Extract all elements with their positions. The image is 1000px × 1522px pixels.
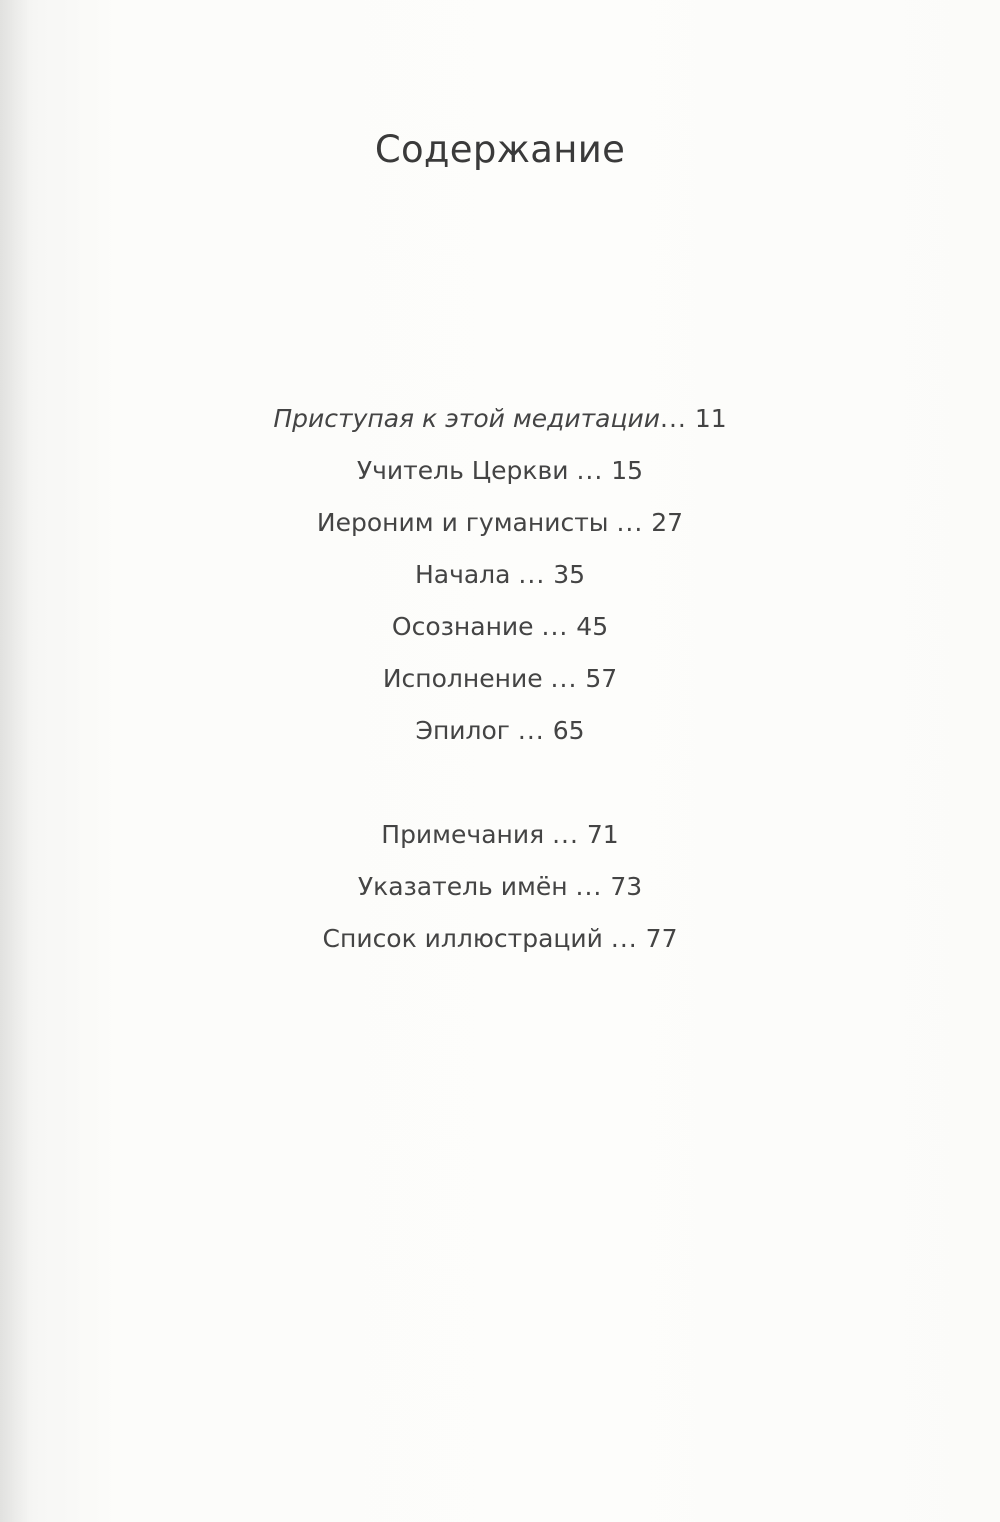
- toc-entry-page: 71: [586, 820, 619, 849]
- toc-entry-page: 35: [553, 560, 586, 589]
- toc-leader: ...: [518, 560, 546, 589]
- toc-entry-title: Учитель Церкви: [356, 456, 569, 485]
- toc-entry-page: 45: [576, 612, 609, 641]
- toc-leader: ...: [541, 612, 569, 641]
- toc-entry: [0, 705, 1000, 757]
- toc-entry-title: Осознание: [391, 612, 534, 641]
- toc-entry: [0, 497, 1000, 549]
- toc-entry: [0, 393, 1000, 445]
- toc-entry: [0, 445, 1000, 497]
- toc-entry-title: Примечания: [381, 820, 545, 849]
- toc-leader: ...: [576, 456, 604, 485]
- toc-section-gap: [0, 757, 1000, 809]
- toc-entry-title: Начала: [414, 560, 511, 589]
- toc-entry: [0, 653, 1000, 705]
- toc-leader: ...: [616, 508, 644, 537]
- toc-entry: [0, 549, 1000, 601]
- toc-entry-page: 11: [694, 404, 727, 433]
- toc-leader: ...: [552, 820, 579, 849]
- toc-entry-title: Приступая к этой медитации: [273, 404, 661, 433]
- toc-entry-title: Указатель имён: [357, 872, 568, 901]
- toc-entry: [0, 601, 1000, 653]
- table-of-contents: [0, 393, 1000, 965]
- toc-entry-title: Иероним и гуманисты: [316, 508, 609, 537]
- toc-entry-title: Список иллюстраций: [322, 924, 603, 953]
- toc-leader: ...: [550, 664, 578, 693]
- toc-entry: [0, 809, 1000, 861]
- toc-entry-page: 73: [610, 872, 643, 901]
- toc-entry: [0, 861, 1000, 913]
- toc-entry-page: 27: [651, 508, 684, 537]
- toc-leader: ...: [575, 872, 603, 901]
- toc-entry: [0, 913, 1000, 965]
- toc-entry-page: 57: [585, 664, 618, 693]
- toc-entry-page: 65: [552, 716, 585, 745]
- toc-entry-title: Эпилог: [415, 716, 510, 745]
- toc-entry-page: 77: [645, 924, 678, 953]
- toc-entry-page: 15: [611, 456, 644, 485]
- toc-entry-title: Исполнение: [382, 664, 543, 693]
- toc-leader: ...: [517, 716, 545, 745]
- toc-leader: ...: [610, 924, 638, 953]
- toc-leader: ...: [660, 404, 687, 433]
- page-title: Содержание: [374, 128, 626, 171]
